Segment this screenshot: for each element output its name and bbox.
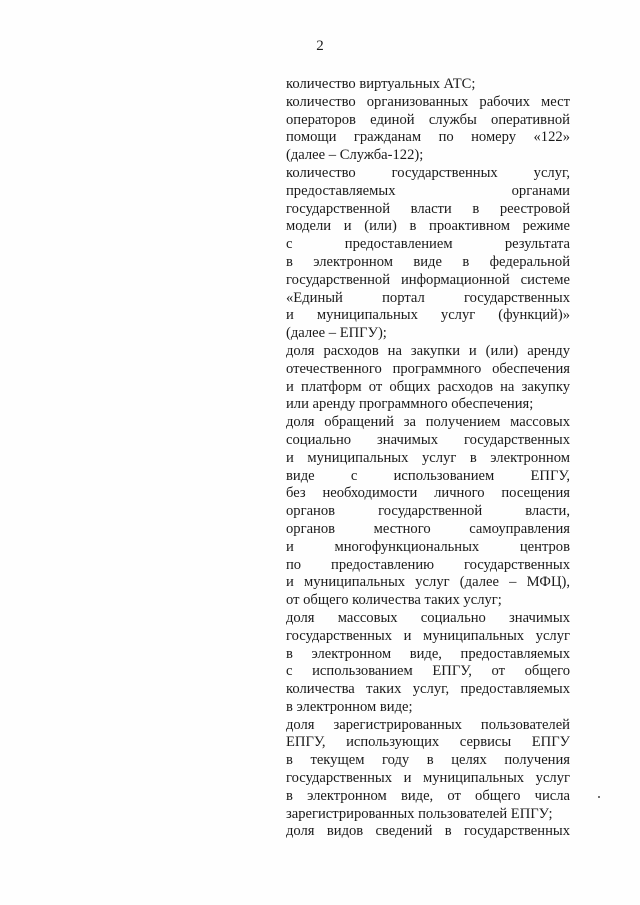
text-line: с использованием ЕПГУ, от общего: [286, 663, 570, 680]
text-line: отечественного программного обеспечения: [286, 360, 570, 377]
text-line: помощи гражданам по номеру «122»: [286, 129, 570, 146]
text-line: и муниципальных услуг (функций)»: [286, 307, 570, 324]
text-line: предоставляемых органами: [286, 182, 570, 199]
text-line: с предоставлением результата: [286, 236, 570, 253]
text-line: (далее – Служба-122);: [286, 147, 424, 164]
text-line: зарегистрированных пользователей ЕПГУ;: [286, 805, 553, 822]
text-line: государственной власти в реестровой: [286, 200, 570, 217]
text-line: органов местного самоуправления: [286, 520, 570, 537]
text-line: от общего количества таких услуг;: [286, 592, 502, 609]
text-line: в электронном виде в федеральной: [286, 253, 570, 270]
text-line: без необходимости личного посещения: [286, 485, 570, 502]
text-line: доля обращений за получением массовых: [286, 414, 570, 431]
text-line: в электронном виде, от общего числа: [286, 787, 570, 804]
text-line: органов государственной власти,: [286, 503, 570, 520]
text-line: доля расходов на закупки и (или) аренду: [286, 342, 570, 359]
text-line: количество государственных услуг,: [286, 164, 570, 181]
scan-speck: [598, 796, 600, 798]
text-line: доля массовых социально значимых: [286, 609, 570, 626]
text-line: государственных и муниципальных услуг: [286, 770, 570, 787]
text-line: ЕПГУ, использующих сервисы ЕПГУ: [286, 734, 570, 751]
text-line: модели и (или) в проактивном режиме: [286, 218, 570, 235]
text-line: и муниципальных услуг в электронном: [286, 449, 570, 466]
text-line: операторов единой службы оперативной: [286, 111, 570, 128]
text-line: количество организованных рабочих мест: [286, 93, 570, 110]
text-line: государственной информационной системе: [286, 271, 570, 288]
text-line: и многофункциональных центров: [286, 538, 570, 555]
text-line: социально значимых государственных: [286, 431, 570, 448]
page-number: 2: [316, 38, 324, 54]
text-line: виде с использованием ЕПГУ,: [286, 467, 570, 484]
text-line: государственных и муниципальных услуг: [286, 627, 570, 644]
text-line: в текущем году в целях получения: [286, 752, 570, 769]
text-line: и муниципальных услуг (далее – МФЦ),: [286, 574, 570, 591]
body-text-column: [286, 76, 570, 841]
text-line: количество виртуальных АТС;: [286, 76, 476, 92]
text-line: доля зарегистрированных пользователей: [286, 716, 570, 733]
text-line: в электронном виде;: [286, 698, 413, 715]
text-line: (далее – ЕПГУ);: [286, 325, 387, 342]
text-line: «Единый портал государственных: [286, 289, 570, 306]
text-line: в электронном виде, предоставляемых: [286, 645, 570, 662]
text-line: количества таких услуг, предоставляемых: [286, 681, 570, 698]
text-line: доля видов сведений в государственных: [286, 823, 570, 840]
text-line: или аренду программного обеспечения;: [286, 396, 534, 413]
text-line: по предоставлению государственных: [286, 556, 570, 573]
text-line: и платформ от общих расходов на закупку: [286, 378, 570, 395]
